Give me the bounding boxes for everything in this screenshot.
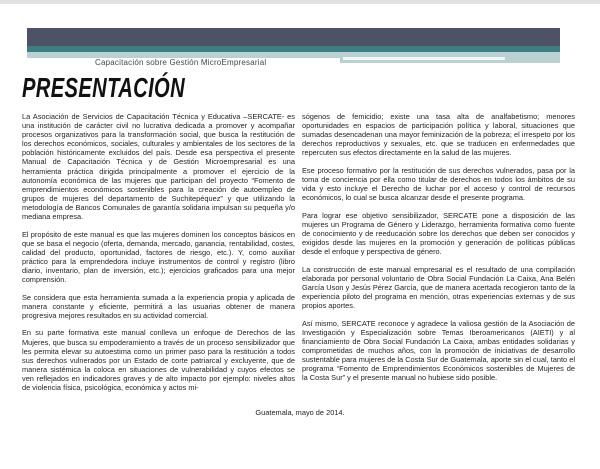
- right-column: [302, 112, 575, 401]
- header-highlight-line: [343, 57, 505, 60]
- paragraph: Ese proceso formativo por la restitución de sus derechos vulnerados, pasa por la toma de conciencia por ella como titular de derechos en todos los ámbitos de su vida y esto incluye el Derecho de luchar por el acceso y control de recursos económicos, lo cual se busca alcanzar desde el presente programa.: [302, 165, 575, 203]
- page-title: PRESENTACIÓN: [22, 72, 186, 103]
- paragraph: Se considera que esta herramienta sumada a la experiencia propia y aplicada de manera constante y eficiente, permitirá a las usuarias obtener de manera progresiva mejores resultados en su actividad comercial.: [22, 292, 295, 320]
- left-column: [22, 112, 295, 401]
- body-columns: [22, 112, 575, 401]
- paragraph: Así mismo, SERCATE reconoce y agradece la valiosa gestión de la Asociación de Investigación y Especialización sobre Temas Iberoamericanos (AIETI) y al financiamiento de Obra Social Fundación La Caixa, ambas entidades solidarias y comprometidas de muchos años, con la promoción de iniciativas de desarrollo sustentable para mujeres de la Costa Sur de Guatemala, aporte sin el cual, tanto el programa “Fomento de Emprendimientos Económicos sostenibles de Mujeres de la Costa Sur” y el presente manual no hubiese sido posible.: [302, 318, 575, 383]
- paragraph: Para lograr ese objetivo sensibilizador, SERCATE pone a disposición de las mujeres un Programa de Género y Liderazgo, herramienta formativa como fuente de conocimiento y de reeducación sobre los derechos que deben ser conocidos y exigidos desde las mujeres en la promoción y generación de políticas públicas desde el enfoque y perspectiva de género.: [302, 210, 575, 257]
- footer-date: Guatemala, mayo de 2014.: [255, 408, 345, 417]
- paragraph: La Asociación de Servicios de Capacitación Técnica y Educativa –SERCATE- es una institución de carácter civil no lucrativa dedicada a promover y acompañar procesos organizativos para la transformación social, que busca la restitución de los derechos económicos, sociales, culturales y ambientales de los sectores de la población históricamente excluidos del país. Desde esa perspectiva el presente Manual de Capacitación Técnica y de Gestión Microempresarial es una herramienta práctica dirigida principalmente a promover el ejercicio de la autonomía económica de las mujeres que participan del proyecto “Fomento de emprendimientos económicos sostenibles para la creación de autoempleo de grupos de mujeres del departamento de Suchitepéquez” y que utilizando la metodología de Bancos Comunales de garantía solidaria impulsan su pequeña y/o mediana empresa.: [22, 112, 295, 222]
- paragraph: En su parte formativa este manual conlleva un enfoque de Derechos de las Mujeres, que busca su empoderamiento a través de un proceso sensibilizador que les permita elevar su autoestima como un primer paso para la restitución a todos sus derechos vulnerados por un Estado de corte patriarcal y excluyente, que de manera sistémica la coloca en situaciones de vulnerabilidad y cuyos efectos se ven reflejados en indicadores graves y de alto impacto por ejemplo: niveles altos de violencia física, psicológica, económica y actos mi-: [22, 328, 295, 393]
- header-caption: Capacitación sobre Gestión MicroEmpresarial: [95, 58, 267, 67]
- paragraph: La construcción de este manual empresarial es el resultado de una compilación elaborada por personal voluntario de Obra Social Fundación La Caixa, Ana Belén García Uson y Jesús Pérez García, que de manera acertada recogieron tanto de la experiencia piloto del programa en mención, otras experiencias externas y de sus propios aportes.: [302, 264, 575, 311]
- header-bar-dark: [27, 28, 560, 46]
- paragraph: sógenos de femicidio; existe una tasa alta de analfabetismo; menores oportunidades en espacios de participación política y laboral, situaciones que sumadas desencadenan una mayor feminización de la pobreza; el irrespeto por los derechos reproductivos y sexuales, etc. que se traducen en enfermedades que repercuten sus efectos directamente en la salud de las mujeres.: [302, 112, 575, 158]
- page-top-edge-strip: [0, 0, 600, 4]
- paragraph: El propósito de este manual es que las mujeres dominen los conceptos básicos en que se basa el negocio (oferta, demanda, mercado, ganancia, rentabilidad, costes, calidad del producto, oportunidad, factores de riesgo, etc.). Y, como auxiliar práctico para la emprendedora incluye instrumentos de control y registro (libro diario, inventario, plan de inversión, etc.); ejercicios graficados para una mejor comprensión.: [22, 229, 295, 285]
